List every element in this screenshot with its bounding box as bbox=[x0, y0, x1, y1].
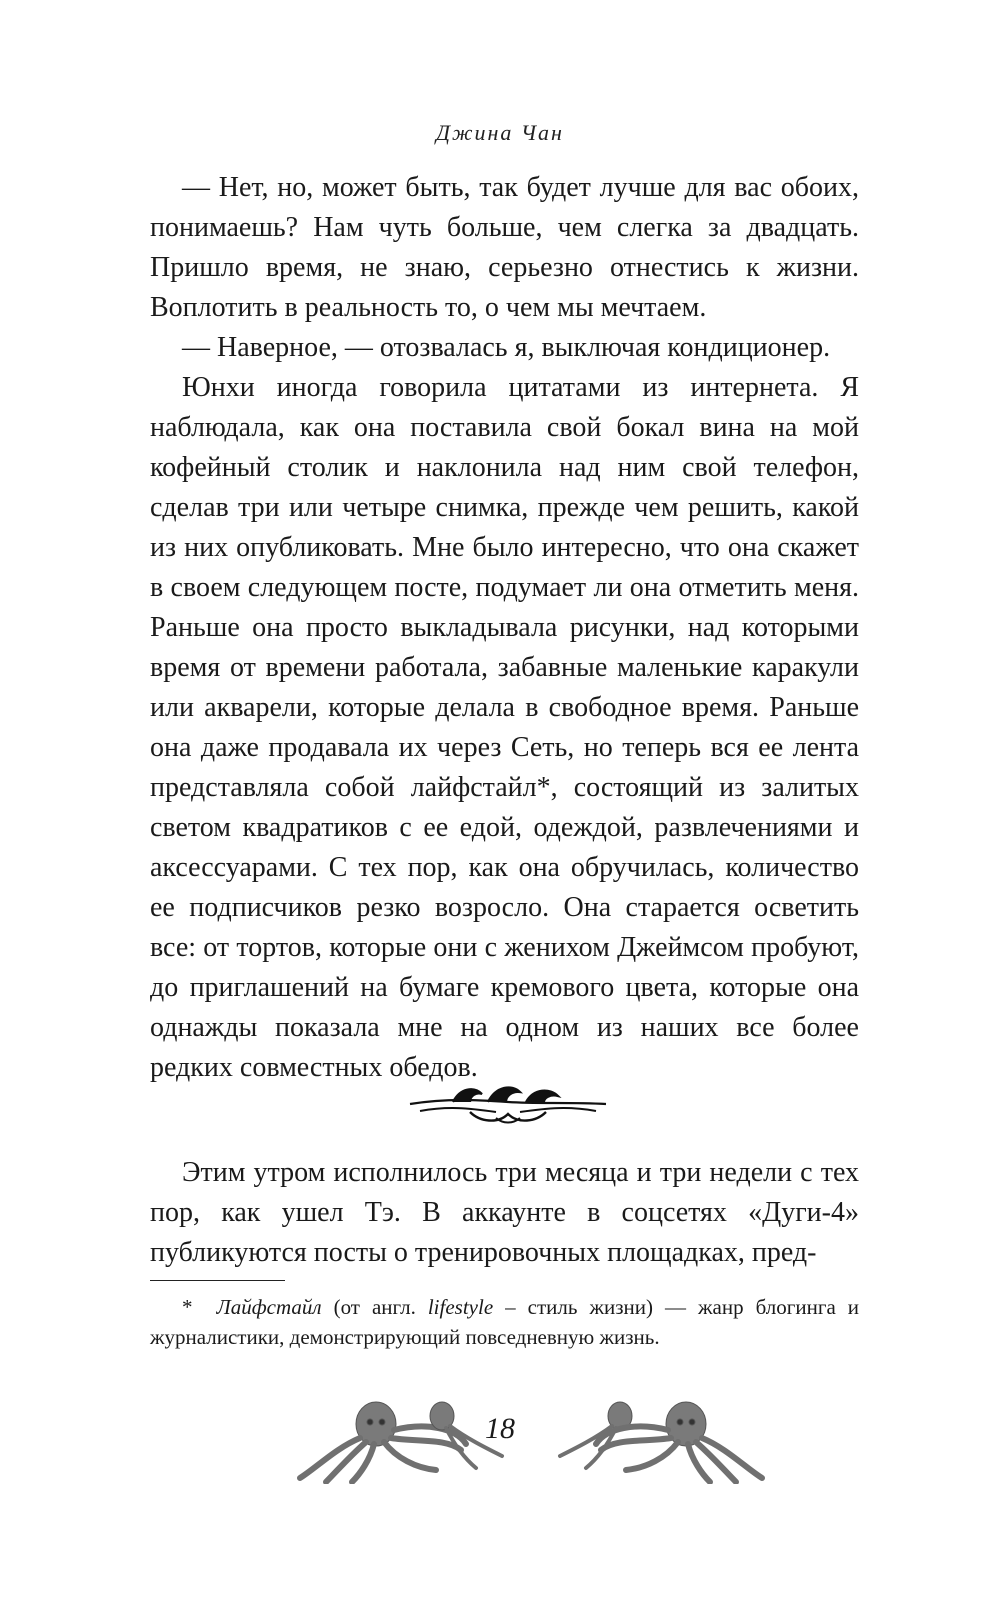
main-text-top bbox=[150, 168, 859, 1088]
footnote-origin-word: lifestyle bbox=[427, 1295, 494, 1319]
footnote bbox=[150, 1292, 859, 1352]
footnote-rule bbox=[150, 1280, 285, 1281]
footnote-term: Лайфстайл bbox=[216, 1295, 322, 1319]
footnote-marker: * bbox=[182, 1295, 193, 1319]
footnote-origin-prefix: (от англ. bbox=[333, 1295, 416, 1319]
running-head: Джина Чан bbox=[436, 120, 564, 145]
main-text-bottom bbox=[150, 1153, 859, 1273]
footnote-origin-suffix: – стиль жизни) — жанр блогинга и журналистики, демонстрирующий повседневную жизнь. bbox=[150, 1295, 860, 1349]
wave-ornament-icon bbox=[408, 1078, 608, 1128]
octopus-icon bbox=[556, 1398, 766, 1484]
page-number: 18 bbox=[485, 1412, 515, 1445]
page-footer bbox=[0, 1398, 1000, 1488]
paragraph: Этим утром исполнилось три месяца и три недели с тех пор, как ушел Тэ. В аккаунте в соцсетях «Дуги-4» публикуются посты о тренировочных площадках, пред- bbox=[150, 1157, 859, 1268]
paragraph: — Наверное, — отозвалась я, выключая кондиционер. bbox=[182, 332, 831, 363]
paragraph: Юнхи иногда говорила цитатами из интернета. Я наблюдала, как она поставила свой бокал вина на мой кофейный столик и наклонила над ним свой телефон, сделав три или четыре снимка, прежде чем решить, какой из них опубликовать. Мне было интересно, что она скажет в своем следующем посте, подумает ли она отметить меня. Раньше она просто выкладывала рисунки, над которыми время от времени работала, забавные маленькие каракули или акварели, которые делала в свободное время. Раньше она даже продавала их через Сеть, но теперь вся ее лента представляла собой лайфстайл*, состоящий из залитых светом квадратиков с ее едой, одеждой, развлечениями и аксессуарами. С тех пор, как она обручилась, количество ее подписчиков резко возросло. Она старается осветить все: от тортов, которые они с женихом Джеймсом пробуют, до приглашений на бумаге кремового цвета, которые она однажды показала мне на одном из наших все более редких совместных обедов. bbox=[150, 372, 859, 1083]
paragraph: — Нет, но, может быть, так будет лучше для вас обоих, понимаешь? Нам чуть больше, чем слегка за двадцать. Пришло время, не знаю, серьезно отнестись к жизни. Воплотить в реальность то, о чем мы мечтаем. bbox=[150, 172, 859, 323]
